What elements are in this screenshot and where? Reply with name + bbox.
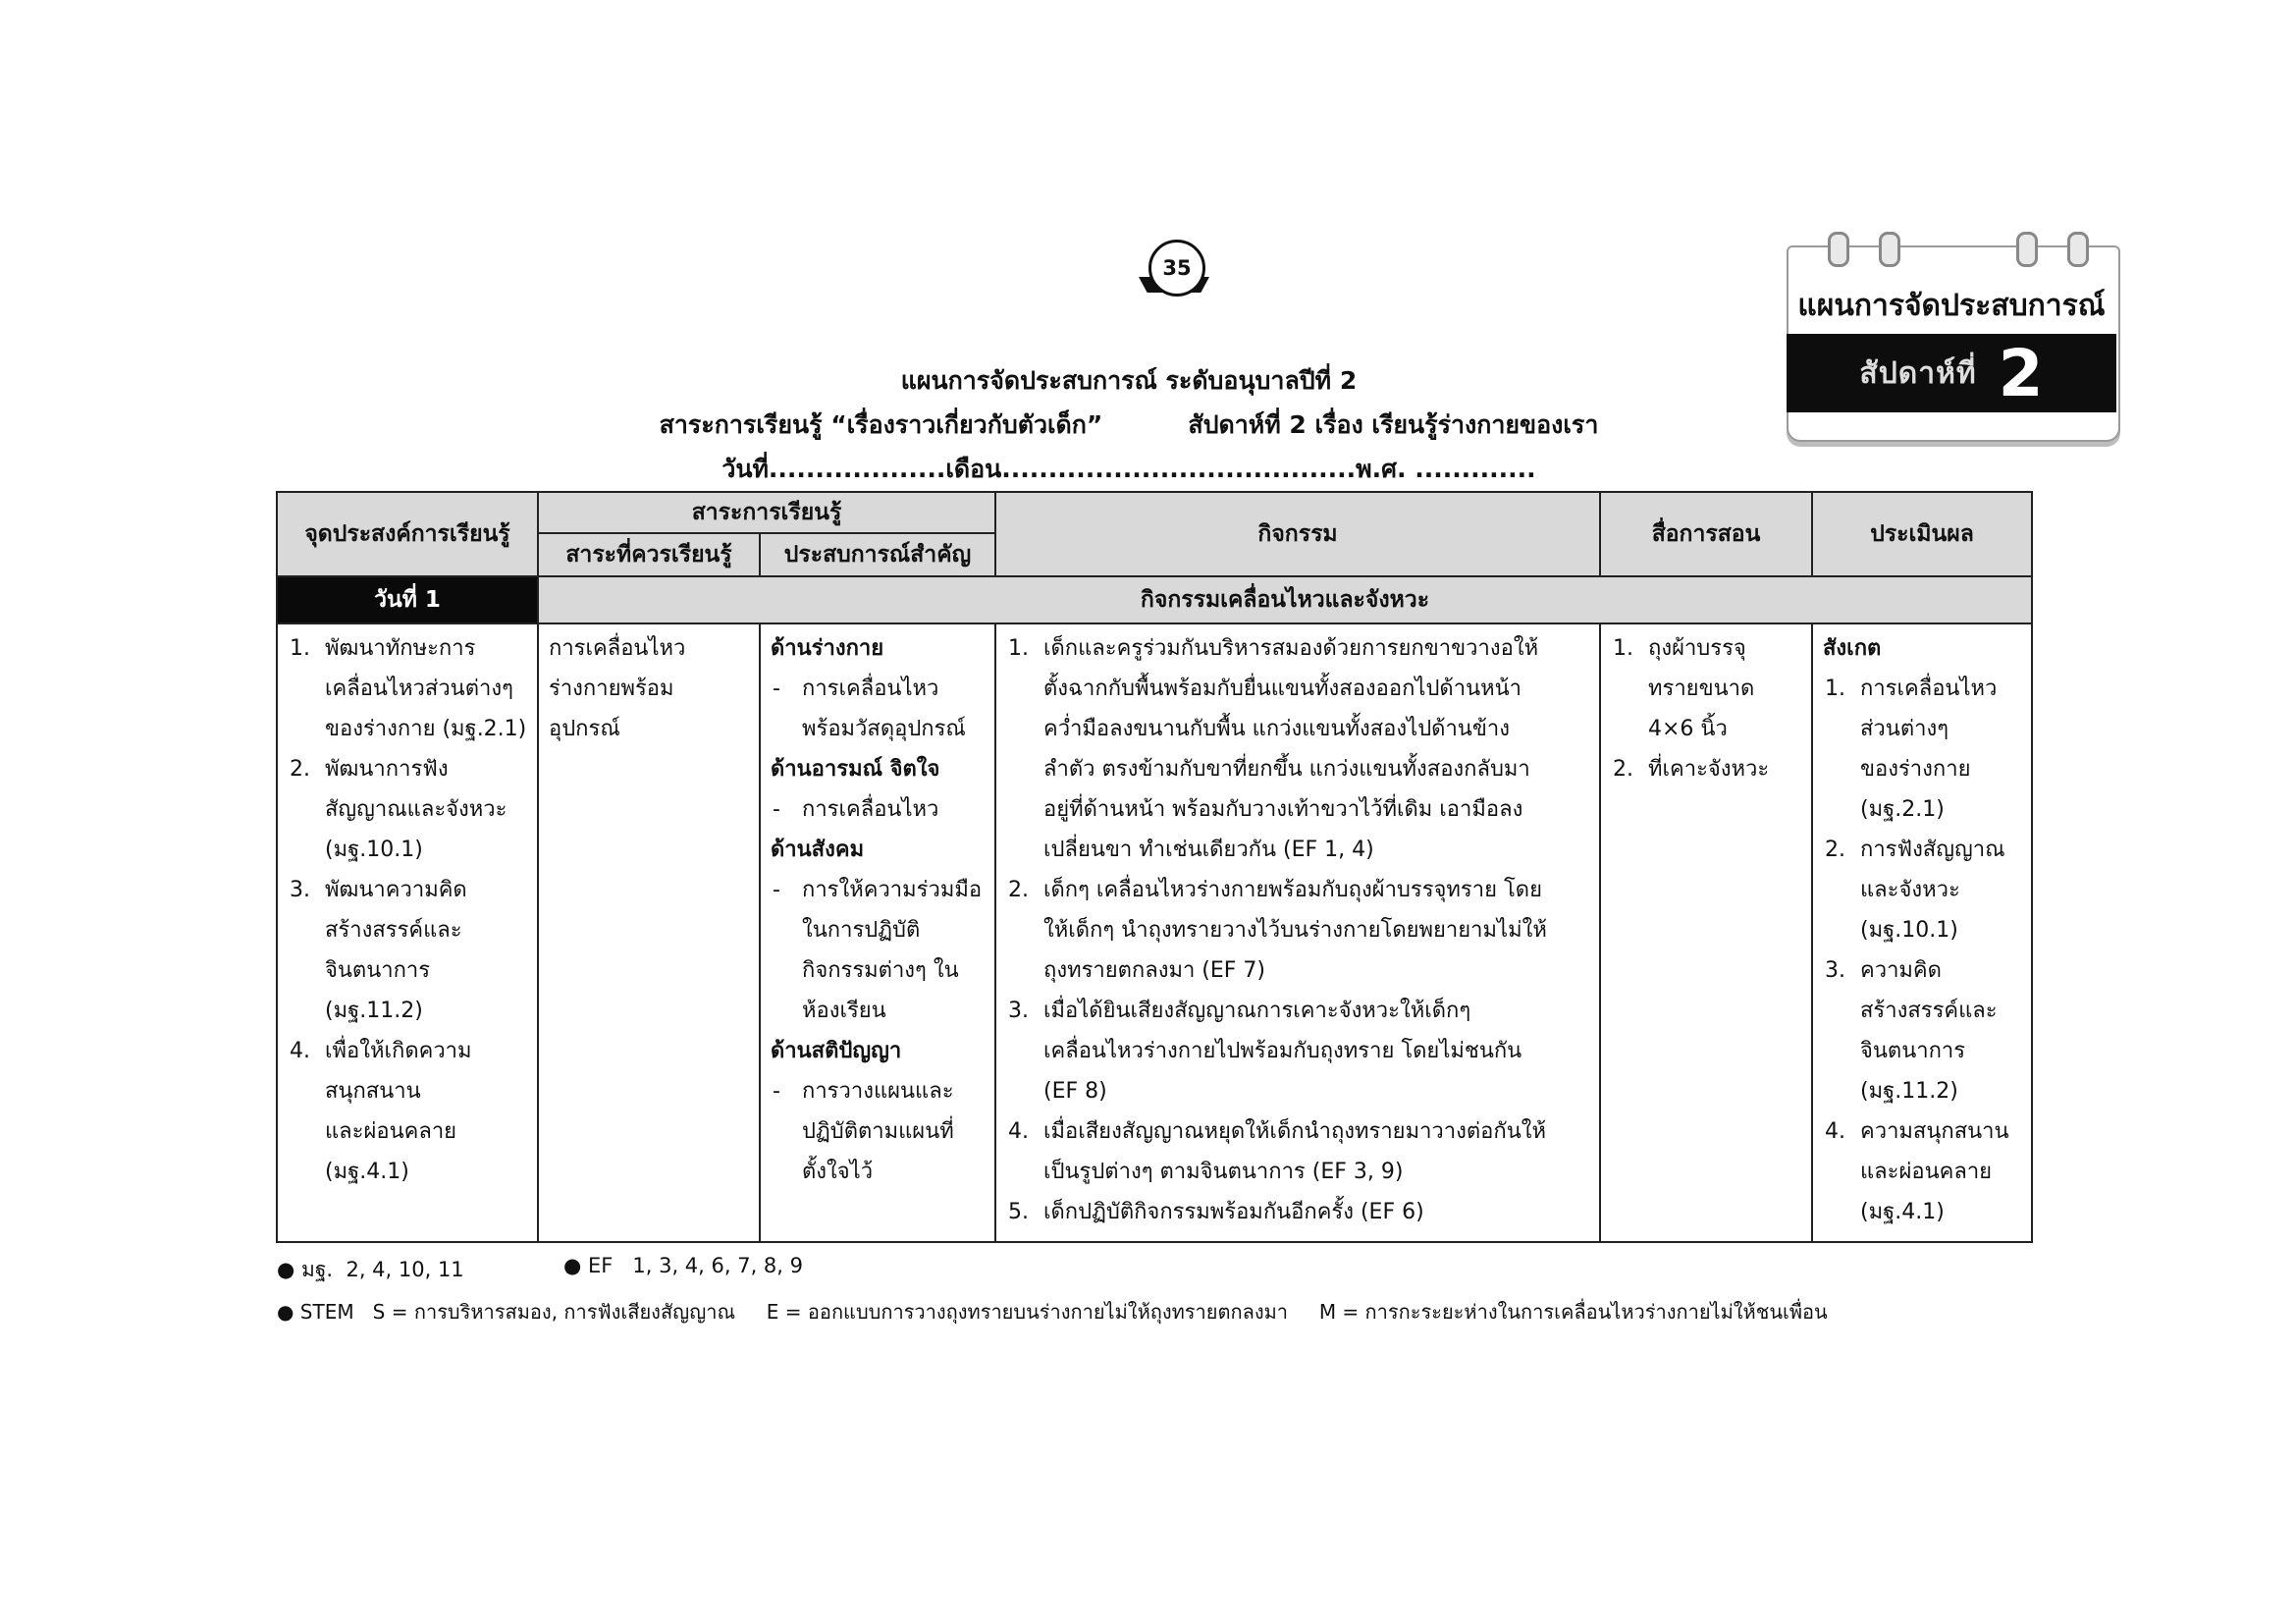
activity-step: 1. เด็กและครูร่วมกันบริหารสมองด้วยการยกขาขวางอให้ ตั้งฉากกับพื้นพร้อมกับยื่นแขนทั้งสองออกไปด้านหน้า คว่ำมือลงขนานกับพื้น แกว่งแขนทั้งสองไปด้านข้าง ลำตัว ตรงข้ามกับขาที่ยกขึ้น แกว่งแขนทั้งสองกลับมา อยู่ที่ด้านหน้า พร้อมกับวางเท้าขวาไว้ที่เดิม เอามือลง เปลี่ยนขา ทำเช่นเดียวกัน (EF 1, 4): [1008, 636, 1539, 862]
badge-week-label: สัปดาห์ที่: [1859, 355, 1977, 391]
header-content-sub: สาระที่ควรเรียนรู้: [538, 533, 760, 576]
badge-title: แผนการจัดประสบการณ์: [1797, 289, 2106, 323]
experience-item: - การให้ความร่วมมือ ในการปฏิบัติ กิจกรรมต่างๆ ใน ห้องเรียน: [773, 878, 983, 1023]
footer-standards: ● มฐ. 2, 4, 10, 11: [277, 1258, 464, 1281]
footer-ef: ● EF 1, 3, 4, 6, 7, 8, 9: [563, 1254, 804, 1277]
evaluation-heading: สังเกต: [1823, 636, 1882, 661]
experience-item: - การวางแผนและ ปฏิบัติตามแผนที่ ตั้งใจไว้: [773, 1079, 954, 1184]
badge-week-panel: [1787, 334, 2116, 412]
experience-item: - การเคลื่อนไหว: [773, 797, 939, 822]
content-line: ร่างกายพร้อม: [549, 677, 674, 701]
media-item: 1. ถุงผ้าบรรจุ ทรายขนาด 4×6 นิ้ว: [1613, 636, 1755, 741]
activity-step: 5. เด็กปฏิบัติกิจกรรมพร้อมกันอีกครั้ง (EF 6): [1008, 1200, 1424, 1224]
header-content-group: สาระการเรียนรู้: [538, 492, 995, 533]
content-line: การเคลื่อนไหว: [549, 636, 686, 661]
evaluation-item: 2. การฟังสัญญาณ และจังหวะ (มฐ.10.1): [1825, 838, 2005, 943]
experience-heading: ด้านร่างกาย: [771, 636, 884, 661]
header-media: สื่อการสอน: [1600, 492, 1812, 576]
page-number-text: 35: [1148, 240, 1205, 297]
evaluation-item: 3. ความคิด สร้างสรรค์และ จินตนาการ (มฐ.11.2): [1825, 958, 1998, 1104]
calendar-ring-icon: [1828, 232, 1849, 267]
plan-date-line: วันที่...................เดือน......................................พ.ศ. .............: [721, 455, 1536, 483]
day-label: วันที่ 1: [277, 576, 538, 623]
plan-title: แผนการจัดประสบการณ์ ระดับอนุบาลปีที่ 2: [900, 366, 1358, 395]
objective-item: 3. พัฒนาความคิด สร้างสรรค์และ จินตนาการ (มฐ.11.2): [290, 878, 467, 1023]
calendar-ring-icon: [2016, 232, 2038, 267]
activity-step: 2. เด็กๆ เคลื่อนไหวร่างกายพร้อมกับถุงผ้าบรรจุทราย โดย ให้เด็กๆ นำถุงทรายวางไว้บนร่างกายโดยพยายามไม่ให้ ถุงทรายตกลงมา (EF 7): [1008, 878, 1547, 983]
objective-item: 2. พัฒนาการฟัง สัญญาณและจังหวะ (มฐ.10.1): [290, 757, 507, 862]
experience-heading: ด้านอารมณ์ จิตใจ: [771, 757, 940, 782]
activity-step: 3. เมื่อได้ยินเสียงสัญญาณการเคาะจังหวะให้เด็กๆ เคลื่อนไหวร่างกายไปพร้อมกับถุงทราย โดยไม่ชนกัน (EF 8): [1008, 999, 1522, 1104]
activities-cell: [995, 623, 1600, 1242]
content-cell: [538, 623, 760, 1242]
media-cell: [1600, 623, 1812, 1242]
header-evaluation: ประเมินผล: [1812, 492, 2032, 576]
week-badge: [1787, 226, 2120, 442]
evaluation-item: 4. ความสนุกสนาน และผ่อนคลาย (มฐ.4.1): [1825, 1119, 2009, 1224]
content-line: อุปกรณ์: [549, 717, 620, 741]
activity-title: กิจกรรมเคลื่อนไหวและจังหวะ: [538, 576, 2032, 623]
header-objectives: จุดประสงค์การเรียนรู้: [277, 492, 538, 576]
objective-item: 4. เพื่อให้เกิดความ สนุกสนาน และผ่อนคลาย (มฐ.4.1): [290, 1039, 472, 1184]
badge-week-number: 2: [1998, 335, 2044, 411]
calendar-ring-icon: [2067, 232, 2089, 267]
objective-item: 1. พัฒนาทักษะการ เคลื่อนไหวส่วนต่างๆ ของร่างกาย (มฐ.2.1): [290, 636, 527, 741]
experience-cell: [760, 623, 995, 1242]
media-item: 2. ที่เคาะจังหวะ: [1613, 757, 1770, 782]
experience-heading: ด้านสติปัญญา: [771, 1039, 902, 1063]
experience-item: - การเคลื่อนไหว พร้อมวัสดุอุปกรณ์: [773, 677, 966, 741]
calendar-ring-icon: [1879, 232, 1900, 267]
header-experience-sub: ประสบการณ์สำคัญ: [760, 533, 995, 576]
footer-stem: ● STEM S = การบริหารสมอง, การฟังเสียงสัญญาณ E = ออกแบบการวางถุงทรายบนร่างกายไม่ให้ถุงทรายตกลงมา M = การกะระยะห่างในการเคลื่อนไหวร่างกายไม่ให้ชนเพื่อน: [277, 1300, 1828, 1324]
activity-step: 4. เมื่อเสียงสัญญาณหยุดให้เด็กนำถุงทรายมาวางต่อกันให้ เป็นรูปต่างๆ ตามจินตนาการ (EF 3, 9): [1008, 1119, 1546, 1184]
experience-heading: ด้านสังคม: [771, 838, 865, 862]
evaluation-cell: [1812, 623, 2032, 1242]
plan-table: [276, 491, 2033, 1243]
evaluation-item: 1. การเคลื่อนไหว ส่วนต่างๆ ของร่างกาย (มฐ.2.1): [1825, 677, 1998, 822]
plan-subtitle: สาระการเรียนรู้ “เรื่องราวเกี่ยวกับตัวเด็ก” สัปดาห์ที่ 2 เรื่อง เรียนรู้ร่างกายของเรา: [659, 410, 1599, 439]
header-activities: กิจกรรม: [995, 492, 1600, 576]
page-number: [1139, 236, 1209, 298]
objectives-cell: [277, 623, 538, 1242]
